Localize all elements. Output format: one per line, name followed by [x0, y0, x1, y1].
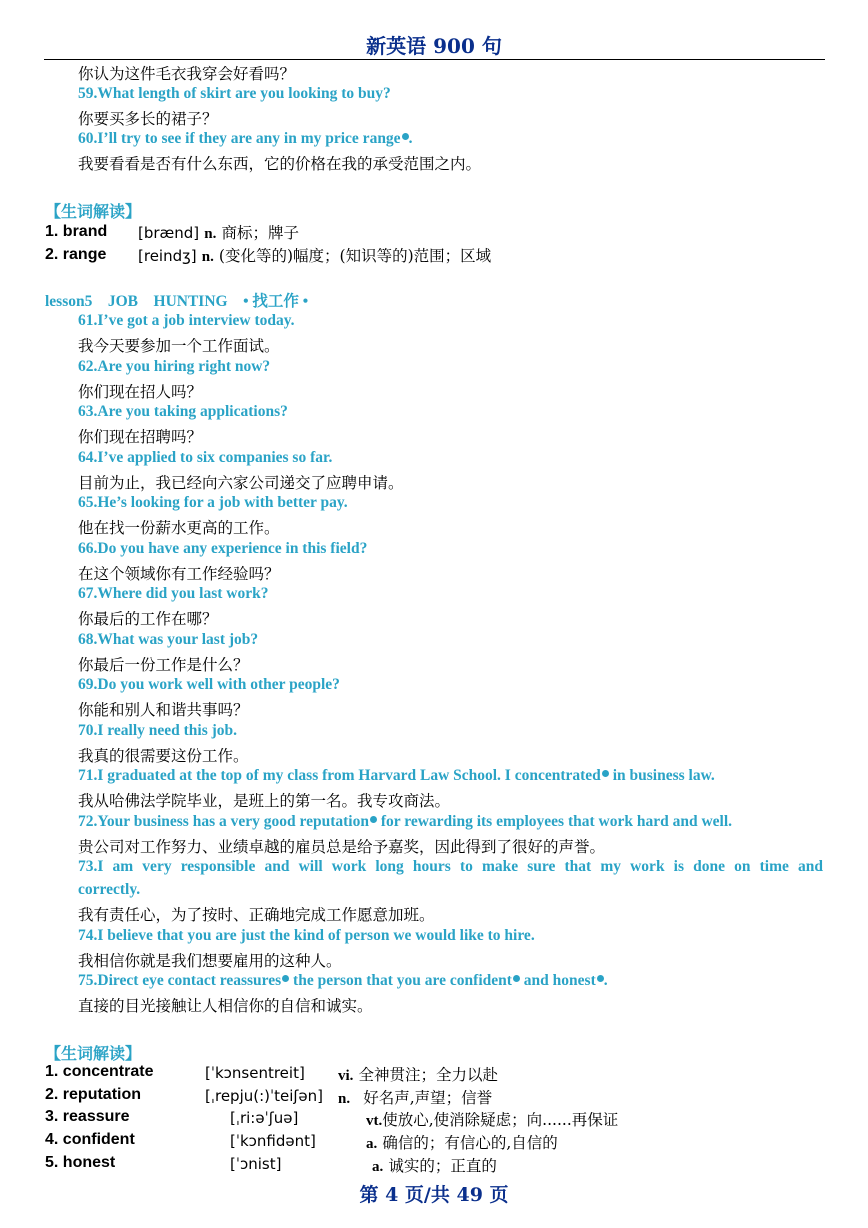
sentence-72-cn: 贵公司对工作努力、业绩卓越的雇员总是给予嘉奖，因此得到了很好的声誉。 [78, 838, 606, 856]
lesson-title: lesson5 JOB HUNTING • 找工作 • [45, 293, 309, 310]
sentence-en: 62.Are you hiring right now? [78, 358, 271, 375]
footnote-dot [370, 816, 377, 823]
sentence-71-cn: 我从哈佛法学院毕业，是班上的第一名。我专攻商法。 [78, 792, 451, 810]
sentence-cn: 目前为止，我已经向六家公司递交了应聘申请。 [78, 474, 404, 492]
sentence-73-cn: 我有责任心，为了按时、正确地完成工作愿意加班。 [78, 906, 435, 924]
vocab-def: vt.使放心,使消除疑虑；向......再保证 [366, 1111, 619, 1129]
vocab-phonetic: [ˌrepju(:)ˈteiʃən] [205, 1087, 324, 1105]
footnote-dot [402, 133, 409, 140]
sentence-cn: 在这个领域你有工作经验吗？ [78, 565, 280, 583]
vocab-phonetic: [ˌri:əˈʃuə] [230, 1109, 299, 1127]
vocab-item-detail: [reindʒ] n. (变化等的)幅度；(知识等的)范围；区域 [138, 247, 492, 265]
vocab-def: a. 确信的；有信心的,自信的 [366, 1134, 558, 1152]
sentence-cn: 我今天要参加一个工作面试。 [78, 337, 280, 355]
vocab-phonetic: [ˈɔnist] [230, 1155, 282, 1173]
vocab-phonetic: [ˈkɔnfidənt] [230, 1132, 316, 1150]
sentence-en: 68.What was your last job? [78, 631, 259, 648]
vocab-heading: 【生词解读】 [45, 202, 142, 221]
page-number: 第 4 页/共 49 页 [359, 1184, 509, 1206]
sentence-en: 63.Are you taking applications? [78, 403, 288, 420]
vocab-item-detail: [brænd] n. 商标；牌子 [138, 224, 299, 242]
vocab-word: 4. confident [45, 1131, 135, 1148]
sentence-cn: 你们现在招人吗？ [78, 383, 203, 401]
vocab-def: a. 诚实的；正直的 [372, 1157, 497, 1175]
sentence-cn: 你们现在招聘吗？ [78, 428, 203, 446]
sentence-en: 70.I really need this job. [78, 722, 238, 739]
sentence-73-en-line1: 73.I am very responsible and will work long hours to make sure that my work is done on time and [78, 858, 823, 875]
vocab-heading: 【生词解读】 [45, 1044, 142, 1063]
vocab-word: 2. reputation [45, 1086, 142, 1103]
footnote-dot [513, 975, 520, 982]
sentence-cn: 他在找一份薪水更高的工作。 [78, 519, 280, 537]
vocab-word: 3. reassure [45, 1108, 130, 1125]
sentence-60-cn: 我要看看是否有什么东西，它的价格在我的承受范围之内。 [78, 155, 482, 173]
sentence-cn: 你最后一份工作是什么？ [78, 656, 249, 674]
sentence-75-cn: 直接的目光接触让人相信你的自信和诚实。 [78, 997, 373, 1015]
sentence-74-en: 74.I believe that you are just the kind of person we would like to hire. [78, 927, 535, 944]
vocab-item: 2. range [45, 246, 107, 263]
vocab-word: 1. concentrate [45, 1063, 154, 1080]
sentence-59-en: 59.What length of skirt are you looking to buy? [78, 85, 391, 102]
sentence-cn: 我真的很需要这份工作。 [78, 747, 249, 765]
sentence-60-en: 60.I’ll try to see if they are any in my price range . [78, 130, 413, 147]
vocab-def: vi. 全神贯注；全力以赴 [338, 1066, 499, 1084]
sentence-75-en: 75.Direct eye contact reassures the person that you are confident and honest . [78, 972, 608, 989]
vocab-def: n. 好名声,声望；信誉 [338, 1089, 493, 1107]
sentence-cn: 你能和别人和谐共事吗？ [78, 701, 249, 719]
sentence-en: 61.I’ve got a job interview today. [78, 312, 295, 329]
sentence-en: 65.He’s looking for a job with better pay. [78, 494, 348, 511]
vocab-phonetic: [ˈkɔnsentreit] [205, 1064, 305, 1082]
sentence-en: 69.Do you work well with other people? [78, 676, 340, 693]
sentence-59-cn: 你要买多长的裙子？ [78, 110, 218, 128]
footnote-dot [602, 770, 609, 777]
line-cn-58: 你认为这件毛衣我穿会好看吗？ [78, 65, 296, 83]
sentence-cn: 你最后的工作在哪？ [78, 610, 218, 628]
header-rule [44, 59, 825, 60]
sentence-73-en-line2: correctly. [78, 881, 141, 898]
sentence-en: 64.I’ve applied to six companies so far. [78, 449, 333, 466]
footnote-dot [597, 975, 604, 982]
vocab-word: 5. honest [45, 1154, 116, 1171]
page-header-title: 新英语 900 句 [366, 34, 502, 58]
sentence-71-en: 71.I graduated at the top of my class from Harvard Law School. I concentrated in business law. [78, 767, 715, 784]
sentence-en: 66.Do you have any experience in this field? [78, 540, 368, 557]
vocab-item: 1. brand [45, 223, 108, 240]
sentence-74-cn: 我相信你就是我们想要雇用的这种人。 [78, 952, 342, 970]
sentence-72-en: 72.Your business has a very good reputation for rewarding its employees that work hard and well. [78, 813, 733, 830]
sentence-en: 67.Where did you last work? [78, 585, 269, 602]
